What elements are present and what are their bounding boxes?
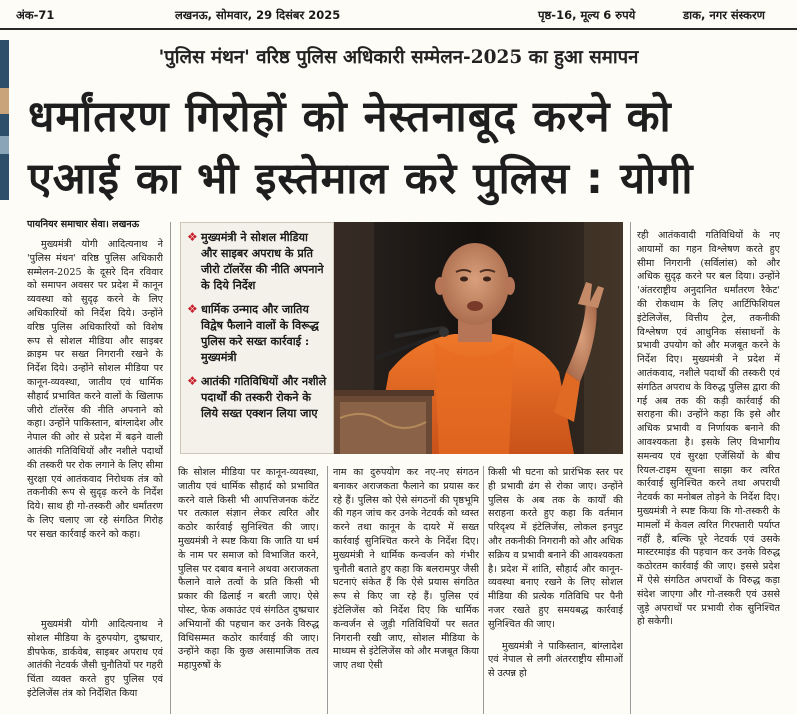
headline-line-1: धर्मांतरण गिरोहों को नेस्तनाबूद करने को [28,92,672,142]
paragraph: नाम का दुरुपयोग कर नए-नए संगठन बनाकर अराजकता फैलाने का प्रयास कर रहे हैं। पुलिस को ऐसे संगठनों की पृष्ठभूमि की गहन जांच कर उनके नेटवर्क को ध्वस्त करने तथा कानून के दायरे में सख्त कार्रवाई सुनिश्चित करने के निर्देश दिए। मुख्यमंत्री ने धार्मिक कन्वर्जन को गंभीर चुनौती बताते हुए कहा कि बलरामपुर जैसी घटनाएं संकेत हैं कि ऐसे प्रयास संगठित रूप से किए जा रहे हैं। पुलिस एवं इंटेलिजेंस को निर्देश दिए कि धार्मिक कन्वर्जन से जुड़ी गतिविधियों पर सतत निगरानी रखी जाए, सोशल मीडिया के माध्यम से इंटेलिजेंस को और मजबूत किया जाए तथा ऐसी [333,467,479,672]
edition-number: अंक-71 [16,8,55,22]
paragraph: मुख्यमंत्री योगी आदित्यनाथ ने सोशल मीडिया के दुरुपयोग, दुष्प्रचार, डीपफेक, डार्कवेब, साइबर अपराध एवं आतंकी नेटवर्क जैसी चुनौतियों पर गहरी चिंता व्यक्त करते हुए पुलिस एवं इंटेलिजेंस तंत्र को निर्देशित किया [27,619,163,699]
column-rule [170,222,171,714]
body-column-4 [488,466,623,714]
highlight-item: ❖ आतंकी गतिविधियों और नशीले पदार्थों की तस्करी रोकने के लिये सख्त एक्शन लिया जाए [187,374,327,420]
highlight-item: ❖ मुख्यमंत्री ने सोशल मीडिया और साइबर अपराध के प्रति जीरो टॉलरेंस की नीति अपनाने के दिये निर्देश [187,230,324,292]
edition-name: डाक, नगर संस्करण [683,8,765,22]
paragraph: रही आतंकवादी गतिविधियों के नए आयामों का गहन विश्लेषण करते हुए सीमा निगरानी (सर्विलांस) को और अधिक सुदृढ़ करने पर बल दिया। उन्होंने 'अंतरराष्ट्रीय अनुदानित धर्मांतरण रैकेट' की रोकथाम के लिए आर्टिफिशियल इंटेलिजेंस, वित्तीय ट्रेल, तकनीकी विश्लेषण एवं आधुनिक संसाधनों के प्रभावी उपयोग को और मजबूत करने के निर्देश दिए। मुख्यमंत्री ने प्रदेश में आतंकवाद, नशीले पदार्थों की तस्करी एवं संगठित अपराध के विरुद्ध पुलिस द्वारा की गई अब तक की कड़ी कार्रवाई की सराहना की। उन्होंने कहा कि इसे और अधिक प्रभावी व निर्णायक बनाने की आवश्यकता है। इसके लिए विभागीय समन्वय एवं सुरक्षा एजेंसियों के बीच रियल-टाइम सूचना साझा कर त्वरित कार्रवाई सुनिश्चित करने तथा अपराधी नेटवर्क का मनोबल तोड़ने के निर्देश दिए। मुख्यमंत्री ने स्पष्ट किया कि गो-तस्करी के मामलों में केवल त्वरित गिरफ्तारी पर्याप्त नहीं है, बल्कि पूरे नेटवर्क एवं उसके मास्टरमाइंड की पहचान कर उनके विरुद्ध कठोरतम कार्रवाई की जाए। इससे प्रदेश में ऐसे संगठित अपराधों के विरुद्ध कड़ा संदेश जाएगा और गो-तस्करी एवं उससे जुड़े अपराधों पर प्रभावी रोक सुनिश्चित हो सकेगी। [637,230,780,628]
headline-line-2: एआई का भी इस्तेमाल करे पुलिस : योगी [28,154,694,204]
headline [28,86,788,210]
paragraph: मुख्यमंत्री योगी आदित्यनाथ ने 'पुलिस मंथन' वरिष्ठ पुलिस अधिकारी सम्मेलन-2025 के दूसरे दिन रविवार को समापन अवसर पर प्रदेश में कानून व्यवस्था को सुदृढ़ करने के लिए अधिकारियों को निर्देश दिये। उन्होंने वरिष्ठ पुलिस अधिकारियों को विशेष रूप से सोशल मीडिया और साइबर क्राइम पर सख्त निगरानी रखने के निर्देश दिये। उन्होंने सोशल मीडिया पर कानून-व्यवस्था, जातीय एवं धार्मिक सौहार्द प्रभावित करने वालों के खिलाफ जीरो टॉलरेंस की नीति अपनाने को कहा। उन्होंने पाकिस्तान, बांग्लादेश और नेपाल की ओर से प्रदेश में बढ़ने वाली आतंकी गतिविधियों और नशीले पदार्थों की तस्करी पर रोक लगाने के लिए सीमा सुरक्षा एवं आतंकवाद निरोधक तंत्र को तकनीकी रूप से सुदृढ़ करने के निर्देश दिये। साथ ही गो-तस्करी और धर्मांतरण के लिए चलाए जा रहे संगठित गिरोह पर सख्त कार्रवाई करने को कहा। [27,239,163,540]
body-column-2 [178,466,319,714]
body-column-3 [333,466,479,714]
column-rule [483,466,484,714]
column-rule [630,222,631,714]
paragraph: कि सोशल मीडिया पर कानून-व्यवस्था, जातीय एवं धार्मिक सौहार्द को प्रभावित करने वाले किसी भी आपत्तिजनक कंटेंट पर तत्काल संज्ञान लेकर त्वरित और कठोर कार्रवाई सुनिश्चित की जाए। मुख्यमंत्री ने स्पष्ट किया कि जाति या धर्म के नाम पर समाज को विभाजित करने, पुलिस पर दबाव बनाने अथवा अराजकता फैलाने वाले तत्वों के प्रति किसी भी प्रकार की ढिलाई न बरती जाए। ऐसे पोस्ट, फेक अकाउंट एवं संगठित दुष्प्रचार अभियानों की पहचान कर उनके विरुद्ध विधिसम्मत कठोर कार्रवाई की जाए। उन्होंने कहा कि कुछ असामाजिक तत्व महापुरुषों के [178,467,319,672]
kicker: 'पुलिस मंथन' वरिष्ठ पुलिस अधिकारी सम्मेलन-2025 का हुआ समापन [158,47,639,68]
body-column-1 [27,238,163,618]
highlight-item: ❖ धार्मिक उन्माद और जातिय विद्वेष फैलाने वालों के विरूद्ध पुलिस करे सख्त कार्रवाई : मुख्यमंत्री [187,302,319,364]
column-rule [327,466,328,714]
speaker-illustration [334,222,623,454]
speaker-photo [334,222,623,454]
byline: पायनियर समाचार सेवा। लखनऊ [27,219,140,230]
city-date: लखनऊ, सोमवार, 29 दिसंबर 2025 [175,8,341,22]
masthead [0,0,797,30]
highlights-box [180,222,334,454]
bullet-star-icon: ❖ [187,374,198,388]
paragraph: मुख्यमंत्री ने पाकिस्तान, बांग्लादेश एवं नेपाल से लगी अंतरराष्ट्रीय सीमाओं से उत्पन्न हो [488,640,623,680]
body-column-5 [637,229,780,714]
paragraph: किसी भी घटना को प्रारंभिक स्तर पर ही प्रभावी ढंग से रोका जाए। उन्होंने पुलिस के अब तक के कार्यों की सराहना करते हुए कहा कि वर्तमान परिदृश्य में इंटेलिजेंस, लोकल इनपुट और तकनीकी निगरानी को और अधिक सक्रिय व प्रभावी बनाने की आवश्यकता है। प्रदेश में शांति, सौहार्द और कानून-व्यवस्था बनाए रखने के लिए सोशल मीडिया की प्रत्येक गतिविधि पर पैनी नजर रखते हुए समयबद्ध कार्रवाई सुनिश्चित की जाए। [488,467,623,630]
bullet-star-icon: ❖ [187,230,198,244]
body-column-1-lower [27,618,163,714]
page-price: पृष्ठ-16, मूल्य 6 रुपये [538,8,636,22]
bullet-star-icon: ❖ [187,302,198,316]
